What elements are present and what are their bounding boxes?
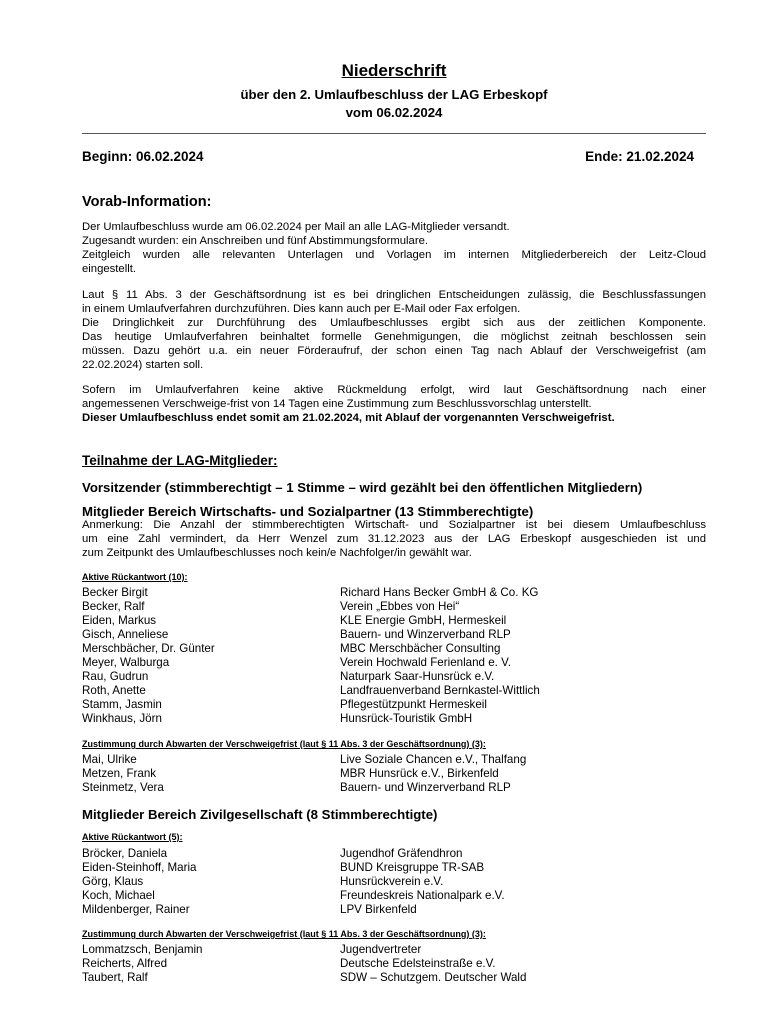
begin-date: Beginn: 06.02.2024 — [82, 149, 204, 164]
member-name: Meyer, Walburga — [82, 656, 170, 669]
member-org: Jugendhof Gräfendhron — [340, 847, 463, 860]
member-name: Merschbächer, Dr. Günter — [82, 642, 215, 655]
document-subtitle: über den 2. Umlaufbeschluss der LAG Erbeskopf — [240, 87, 548, 102]
member-org: MBC Merschbächer Consulting — [340, 642, 501, 655]
member-row — [82, 875, 706, 889]
member-row — [82, 847, 706, 861]
vorab-heading: Vorab-Information: — [82, 194, 212, 210]
member-row — [82, 712, 706, 726]
member-name: Eiden, Markus — [82, 614, 157, 627]
member-name: Roth, Anette — [82, 684, 146, 697]
text-line: Das heutige Umlaufverfahren beinhaltet formelle Genehmigungen, die möglichst zeitnah beschlossen sein — [82, 330, 706, 343]
member-row — [82, 642, 706, 656]
member-row — [82, 656, 706, 670]
member-row — [82, 971, 706, 985]
member-row — [82, 600, 706, 614]
vorab-paragraph-1 — [82, 221, 706, 277]
member-row — [82, 781, 706, 795]
zivil-passive-list — [82, 943, 706, 985]
text-line: Die Dringlichkeit zur Durchführung des Umlaufbeschlusses ergibt sich aus der zeitlichen Komponente. — [82, 316, 706, 329]
text-line: Der Umlaufbeschluss wurde am 06.02.2024 per Mail an alle LAG-Mitglieder versandt. — [82, 221, 510, 233]
member-org: Verein „Ebbes von Hei“ — [340, 600, 460, 613]
text-line: angemessenen Verschweige-frist von 14 Tagen eine Zustimmung zum Beschlussvorschlag unterstellt. — [82, 397, 592, 410]
member-row — [82, 889, 706, 903]
member-org: MBR Hunsrück e.V., Birkenfeld — [340, 767, 499, 780]
member-name: Bröcker, Daniela — [82, 847, 168, 860]
date-range — [82, 149, 694, 164]
member-name: Stamm, Jasmin — [82, 698, 162, 711]
text-line: Zugesandt wurden: ein Anschreiben und fünf Abstimmungsformulare. — [82, 234, 429, 247]
wirtschaft-active-heading: Aktive Rückantwort (10): — [82, 572, 188, 582]
document-title: Niederschrift — [341, 61, 447, 80]
member-row — [82, 903, 706, 917]
member-name: Mildenberger, Rainer — [82, 903, 190, 916]
member-org: Hunsrück-Touristik GmbH — [340, 712, 473, 725]
member-org: Freundeskreis Nationalpark e.V. — [340, 889, 505, 902]
header-divider — [82, 133, 706, 134]
member-name: Görg, Klaus — [82, 875, 144, 888]
teilnahme-heading: Teilnahme der LAG-Mitglieder: — [82, 453, 278, 468]
member-row — [82, 753, 706, 767]
text-line: eingestellt. — [82, 262, 137, 275]
member-row — [82, 698, 706, 712]
member-org: Landfrauenverband Bernkastel-Wittlich — [340, 684, 540, 697]
zivil-heading: Mitglieder Bereich Zivilgesellschaft (8 Stimmberechtigte) — [82, 807, 438, 822]
member-org: BUND Kreisgruppe TR-SAB — [340, 861, 485, 874]
member-name: Gisch, Anneliese — [82, 628, 169, 641]
text-line: um eine Zahl vermindert, da Herr Wenzel zum 31.12.2023 aus der LAG Erbeskopf ausgeschieden ist und — [82, 532, 706, 545]
text-line: in einem Umlaufverfahren durchzuführen. Dies kann auch per E-Mail oder Fax erfolgen. — [82, 302, 521, 315]
text-line: Zeitgleich wurden alle relevanten Unterlagen und Vorlagen im internen Mitgliederbereich der Leitz-Cloud — [82, 248, 706, 261]
wirtschaft-active-list — [82, 586, 706, 726]
document-date: vom 06.02.2024 — [345, 105, 443, 120]
member-org: KLE Energie GmbH, Hermeskeil — [340, 614, 507, 627]
member-name: Koch, Michael — [82, 889, 155, 902]
deadline-statement: Dieser Umlaufbeschluss endet somit am 21.02.2024, mit Ablauf der vorgenannten Verschweigefrist. — [82, 411, 615, 424]
member-name: Lommatzsch, Benjamin — [82, 943, 203, 956]
member-org: LPV Birkenfeld — [340, 903, 417, 916]
member-name: Mai, Ulrike — [82, 753, 137, 766]
text-line: zum Zeitpunkt des Umlaufbeschlusses noch kein/e Nachfolger/in gewählt war. — [82, 546, 472, 559]
text-line: 22.02.2024) starten soll. — [82, 358, 204, 371]
member-name: Rau, Gudrun — [82, 670, 149, 683]
member-org: Deutsche Edelsteinstraße e.V. — [340, 957, 496, 970]
member-name: Steinmetz, Vera — [82, 781, 164, 794]
member-org: Bauern- und Winzerverband RLP — [340, 781, 511, 794]
zivil-passive-heading: Zustimmung durch Abwarten der Verschweigefrist (laut § 11 Abs. 3 der Geschäftsordnung) (3): — [82, 929, 486, 939]
zivil-active-heading: Aktive Rückantwort (5): — [82, 832, 183, 842]
wirtschaft-heading: Mitglieder Bereich Wirtschafts- und Sozialpartner (13 Stimmberechtigte) — [82, 504, 534, 519]
member-row — [82, 943, 706, 957]
vorab-paragraph-3 — [82, 384, 706, 426]
member-row — [82, 861, 706, 875]
member-name: Reicherts, Alfred — [82, 957, 168, 970]
text-line: Sofern im Umlaufverfahren keine aktive Rückmeldung erfolgt, wird laut Geschäftsordnung nach einer — [82, 384, 706, 396]
member-row — [82, 957, 706, 971]
text-line: Anmerkung: Die Anzahl der stimmberechtigten Wirtschaft- und Sozialpartner ist bei diesem Umlaufbeschluss — [82, 519, 706, 531]
member-name: Eiden-Steinhoff, Maria — [82, 861, 197, 874]
text-line: Laut § 11 Abs. 3 der Geschäftsordnung ist es bei dringlichen Entscheidungen zulässig, die Beschlussfassungen — [82, 289, 706, 301]
member-org: Jugendvertreter — [340, 943, 422, 956]
text-line: müssen. Dazu gehört u.a. ein neuer Förderaufruf, der schon einen Tag nach Ablauf der Verschweigefrist (am — [82, 344, 706, 357]
member-row — [82, 586, 706, 600]
member-row — [82, 767, 706, 781]
wirtschaft-passive-list — [82, 753, 706, 795]
member-name: Becker, Ralf — [82, 600, 145, 613]
member-org: Bauern- und Winzerverband RLP — [340, 628, 511, 641]
wirtschaft-note — [82, 519, 706, 561]
member-name: Metzen, Frank — [82, 767, 157, 780]
vorsitz-heading: Vorsitzender (stimmberechtigt – 1 Stimme – wird gezählt bei den öffentlichen Mitgliedern) — [82, 480, 643, 495]
member-org: SDW – Schutzgem. Deutscher Wald — [340, 971, 527, 984]
member-row — [82, 684, 706, 698]
member-row — [82, 670, 706, 684]
member-org: Live Soziale Chancen e.V., Thalfang — [340, 753, 527, 766]
member-row — [82, 614, 706, 628]
zivil-active-list — [82, 847, 706, 917]
member-name: Winkhaus, Jörn — [82, 712, 162, 725]
member-org: Hunsrückverein e.V. — [340, 875, 444, 888]
member-row — [82, 628, 706, 642]
member-name: Taubert, Ralf — [82, 971, 148, 984]
wirtschaft-passive-heading: Zustimmung durch Abwarten der Verschweigefrist (laut § 11 Abs. 3 der Geschäftsordnung) (3): — [82, 739, 486, 749]
end-date: Ende: 21.02.2024 — [585, 149, 694, 164]
member-org: Richard Hans Becker GmbH & Co. KG — [340, 586, 539, 599]
member-name: Becker Birgit — [82, 586, 148, 599]
member-org: Naturpark Saar-Hunsrück e.V. — [340, 670, 495, 683]
vorab-paragraph-2 — [82, 289, 706, 372]
member-org: Pflegestützpunkt Hermeskeil — [340, 698, 487, 711]
member-org: Verein Hochwald Ferienland e. V. — [340, 656, 512, 669]
